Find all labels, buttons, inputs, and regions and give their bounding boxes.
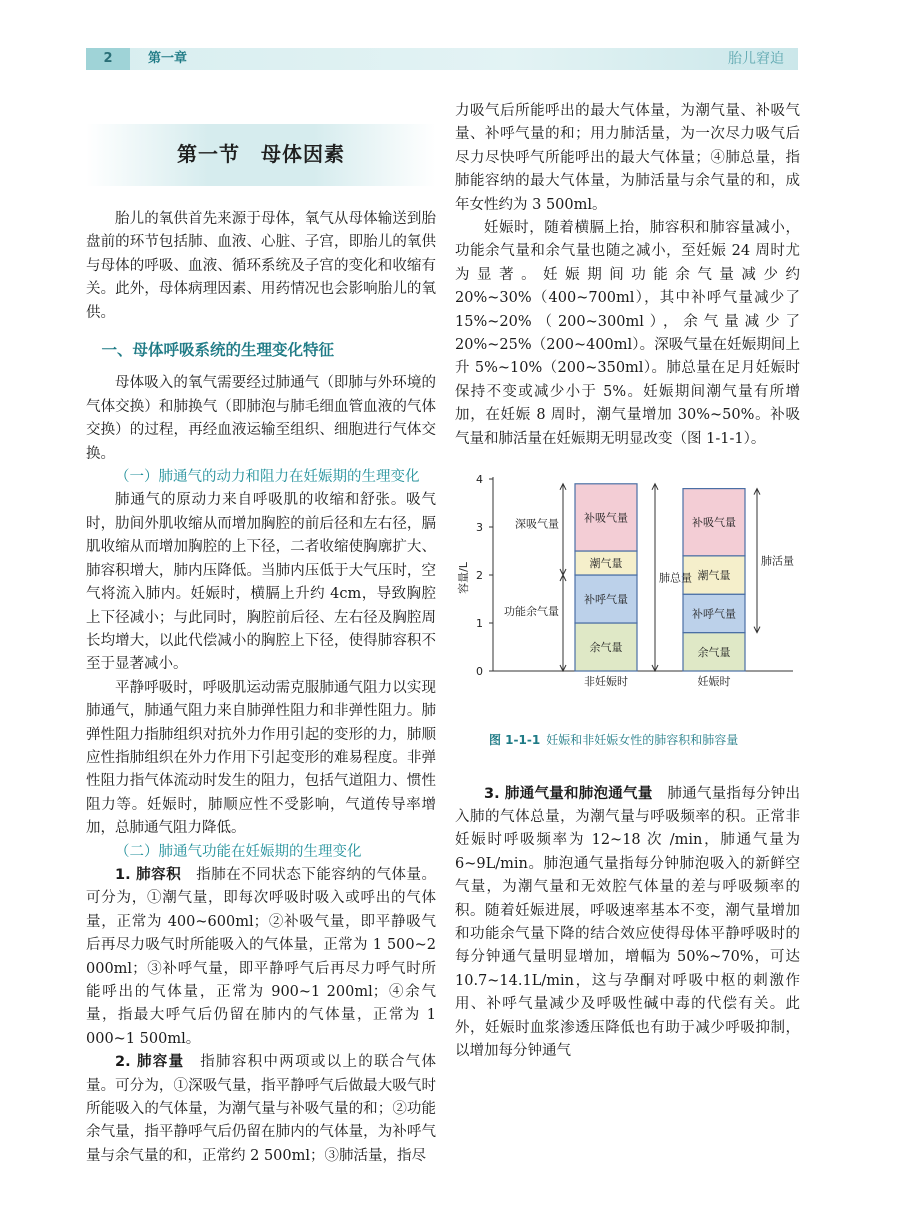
- subheading-function: （二）肺通气功能在妊娠期的生理变化: [115, 843, 362, 860]
- paragraph-dynamics: 肺通气的原动力来自呼吸肌的收缩和舒张。吸气时，肋间外肌收缩从而增加胸腔的前后径和左右径，膈肌收缩从而增加胸腔的上下径，二者收缩使胸廓扩大、肺容积增大，肺内压降低。当肺内压低于大气压时，空气将流入肺内。妊娠时，横膈上升约 4cm，导致胸腔上下径减小；与此同时，胸腔前后径、左右径及胸腔周长均增大，以此代偿减小的胸腔上下径，使得肺容积不至于显著减小。: [86, 492, 436, 673]
- term-lung-volume: 1. 肺容积: [115, 866, 182, 883]
- text-lung-capacity: 指肺容积中两项或以上的联合气体量。可分为，①深吸气量，指平静呼气后做最大吸气时所能吸入的气体量，为潮气量与补吸气量的和；②功能余气量，指平静呼气后仍留在肺内的气体量，为补呼气量与余气量的和，正常约 2 500ml；③肺活量，指尽: [86, 1054, 437, 1164]
- paragraph-pregnancy-volumes: 妊娠时，随着横膈上抬，肺容积和肺容量减小，功能余气量和余气量也随之减小，至妊娠 24 周时尤为显著。妊娠期间功能余气量减少约 20%~30%（400~700ml），其中补呼气量减少了 15%~20%（200~300ml），余气量减少了 20%~25%（200~400ml）。深吸气量在妊娠期间上升 5%~10%（200~350ml）。肺总量在足月妊娠时保持不变或减少小于 5%。妊娠期间潮气量有所增加，在妊娠 8 周时，潮气量增加 30%~50%。补吸气量和肺活量在妊娠期无明显改变（图 1-1-1）。: [455, 220, 800, 447]
- lung-volume-chart: [455, 473, 800, 701]
- page-number: 2: [86, 48, 130, 70]
- y-tick-label: 2: [476, 569, 483, 583]
- tlc-label: 肺总量: [659, 571, 692, 585]
- figure-caption-text: 妊娠和非妊娠女性的肺容积和肺容量: [546, 733, 739, 748]
- figure-caption: [489, 729, 800, 752]
- text-lung-volume: 指肺在不同状态下能容纳的气体量。可分为，①潮气量，即每次呼吸时吸入或呼出的气体量，正常为 400~600ml；②补吸气量，即平静吸气后再尽力吸气时所能吸入的气体量，正常为 1 500~2 000ml；③补呼气量，即平静呼气后再尽力呼气时所能呼出的气体量，正常为 900~1 200ml；④余气量，指最大呼气后仍留在肺内的气体量，正常为 1 000~1 500ml。: [86, 866, 436, 1047]
- running-header: [86, 48, 798, 70]
- paragraph-resistance: 平静呼吸时，呼吸肌运动需克服肺通气阻力以实现肺通气，肺通气阻力来自肺弹性阻力和非弹性阻力。肺弹性阻力指肺组织对抗外力作用引起的变形的力，肺顺应性指肺组织在外力作用下引起变形的难易程度。非弹性阻力指气体流动时发生的阻力，包括气道阻力、惯性阻力等。妊娠时，肺顺应性不受影响，气道传导率增加，总肺通气阻力降低。: [86, 679, 436, 837]
- segment-label: 补呼气量: [692, 607, 736, 621]
- y-tick-label: 0: [476, 665, 483, 679]
- term-lung-capacity: 2. 肺容量: [115, 1054, 185, 1071]
- frc-label: 功能余气量: [504, 605, 559, 619]
- segment-label: 补吸气量: [692, 516, 736, 530]
- text-ventilation: 肺通气量指每分钟出入肺的气体总量，为潮气量与呼吸频率的积。正常非妊娠时呼吸频率为 12~18 次 /min，肺通气量为 6~9L/min。肺泡通气量指每分钟肺泡吸入的新鲜空气量，为潮气量和无效腔气体量的差与呼吸频率的积。随着妊娠进展，呼吸速率基本不变，潮气量增加和功能余气量下降的结合效应使得母体平静呼吸时的每分钟通气量明显增加，增幅为 50%~70%，可达 10.7~14.1L/min，这与孕酮对呼吸中枢的刺激作用、补呼气量减少及呼吸性碱中毒的代偿有关。此外，妊娠时血浆渗透压降低也有助于减少呼吸抑制，以增加每分钟通气: [455, 785, 800, 1059]
- segment-label: 潮气量: [697, 569, 731, 583]
- segment-label: 补呼气量: [584, 593, 628, 607]
- intro-paragraph: 胎儿的氧供首先来源于母体，氧气从母体输送到胎盘前的环节包括肺、血液、心脏、子宫，即胎儿的氧供与母体的呼吸、血液、循环系统及子宫的变化和收缩有关。此外，母体病理因素、用药情况也会影响胎儿的氧供。: [86, 211, 436, 321]
- book-title: 胎儿窘迫: [728, 51, 784, 67]
- chapter-label: 第一章: [148, 51, 188, 66]
- left-column: [86, 100, 436, 1168]
- right-column: [455, 100, 800, 1063]
- continued-lung-capacity: 力吸气后所能呼出的最大气体量，为潮气量、补吸气量、补呼气量的和；用力肺活量，为一次尽力吸气后尽力尽快呼气所能呼出的最大气体量；④肺总量，指肺能容纳的最大气体量，为肺活量与余气量的和，成年女性约为 3 500ml。: [455, 103, 800, 213]
- section-title: 第一节 母体因素: [177, 142, 345, 167]
- segment-label: 潮气量: [589, 557, 623, 571]
- segment-label: 余气量: [589, 641, 623, 655]
- y-tick-label: 1: [476, 617, 483, 631]
- figure-id: 图 1-1-1: [489, 733, 541, 748]
- y-axis-label: 容量/L: [457, 562, 470, 595]
- section-banner: [86, 124, 436, 186]
- item-lung-volume: [86, 864, 436, 1051]
- category-label: 非妊娠时: [584, 675, 628, 689]
- y-tick-label: 3: [476, 521, 483, 535]
- paragraph-ventilation: 母体吸入的氧气需要经过肺通气（即肺与外环境的气体交换）和肺换气（即肺泡与肺毛细血管血液的气体交换）的过程，再经血液运输至组织、细胞进行气体交换。: [86, 375, 436, 462]
- figure-lung-volumes: [455, 473, 800, 723]
- y-tick-label: 4: [476, 473, 483, 487]
- vc-label: 肺活量: [761, 554, 794, 568]
- deep-insp-label: 深吸气量: [515, 517, 559, 531]
- item-lung-capacity: [86, 1051, 436, 1168]
- segment-label: 余气量: [697, 645, 731, 659]
- term-ventilation: 3. 肺通气量和肺泡通气量: [484, 785, 653, 802]
- segment-label: 补吸气量: [584, 511, 628, 525]
- category-label: 妊娠时: [697, 675, 731, 689]
- heading-respiratory: 一、母体呼吸系统的生理变化特征: [101, 341, 335, 360]
- item-ventilation: [455, 783, 800, 1064]
- subheading-dynamics: （一）肺通气的动力和阻力在妊娠期的生理变化: [115, 469, 420, 486]
